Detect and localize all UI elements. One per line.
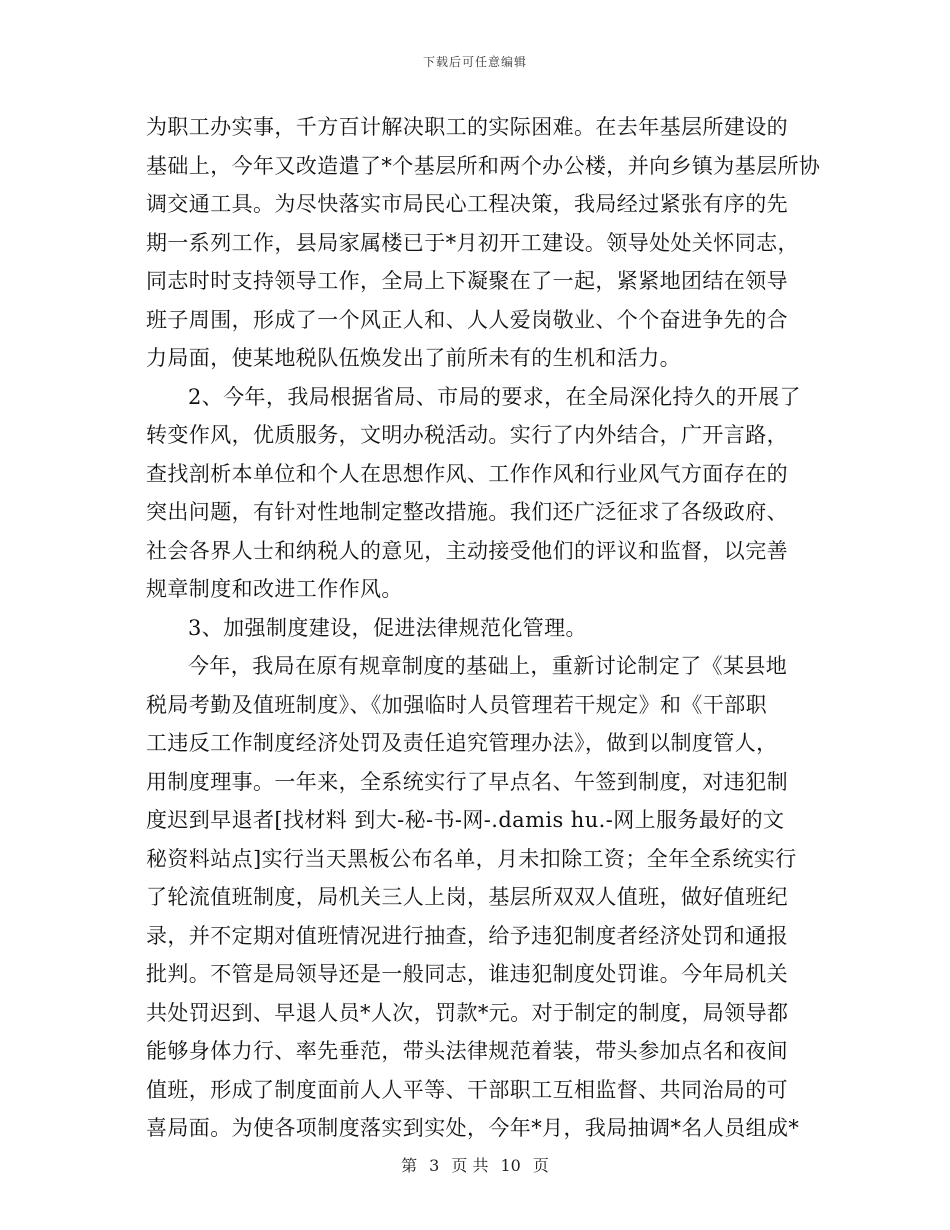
body-line: 录，并不定期对值班情况进行抽查，给予违犯制度者经济处罚和通报 — [146, 923, 788, 948]
body-line: 基础上，今年又改造遣了*个基层所和两个办公楼，并向乡镇为基层所协 — [146, 153, 821, 178]
body-line: 秘资料站点]实行当天黑板公布名单，月未扣除工资；全年全系统实行 — [146, 846, 797, 871]
body-line: 批判。不管是局领导还是一般同志，谁违犯制度处罚谁。今年局机关 — [146, 962, 788, 986]
body-line: 同志时时支持领导工作，全局上下凝聚在了一起，紧紧地团结在领导 — [146, 269, 788, 293]
body-line: 为职工办实事，千方百计解决职工的实际困难。在去年基层所建设的 — [146, 115, 788, 139]
total-pages: 10 — [500, 1156, 521, 1175]
body-line: 喜局面。为使各项制度落实到实处，今年*月，我局抽调*名人员组成* — [146, 1116, 800, 1140]
body-line: 度迟到早退者[找材料 到大-秘-书-网-.damis hu.-网上服务最好的文 — [146, 808, 785, 832]
section-heading: 3、加强制度建设，促进法律规范化管理。 — [188, 615, 587, 640]
page-label-suffix: 页 — [532, 1156, 549, 1175]
page-header: 下载后可任意编辑 — [422, 55, 527, 69]
body-line: 突出问题，有针对性地制定整改措施。我们还广泛征求了各级政府、 — [146, 500, 788, 524]
body-line: 了轮流值班制度，局机关三人上岗，基层所双双人值班，做好值班纪 — [146, 885, 788, 909]
page-label-prefix: 第 — [401, 1156, 418, 1175]
page-number: 3 — [429, 1156, 440, 1175]
body-line: 调交通工具。为尽快落实市局民心工程决策，我局经过紧张有序的先 — [146, 192, 788, 216]
paragraph-start-line: 今年，我局在原有规章制度的基础上，重新讨论制定了《某县地 — [188, 654, 788, 678]
page-label-mid: 页 共 — [451, 1156, 489, 1175]
page-footer — [0, 1153, 950, 1176]
body-line: 查找剖析本单位和个人在思想作风、工作作风和行业风气方面存在的 — [146, 461, 788, 486]
body-line: 规章制度和改进工作作风。 — [146, 577, 403, 601]
paragraph-start-line: 2、今年，我局根据省局、市局的要求，在全局深化持久的开展了 — [188, 384, 801, 409]
body-line: 税局考勤及值班制度》、《加强临时人员管理若干规定》和《干部职 — [146, 692, 767, 717]
body-line: 用制度理事。一年来，全系统实行了早点名、午签到制度，对违犯制 — [146, 769, 788, 794]
body-line: 值班，形成了制度面前人人平等、干部职工互相监督、共同治局的可 — [146, 1077, 788, 1102]
body-line: 班子周围，形成了一个风正人和、人人爱岗敬业、个个奋进争先的合 — [146, 307, 788, 332]
body-line: 社会各界人士和纳税人的意见，主动接受他们的评议和监督，以完善 — [146, 538, 788, 563]
body-line: 共处罚迟到、早退人员*人次，罚款*元。对于制定的制度，局领导都 — [146, 1000, 789, 1025]
body-line: 能够身体力行、率先垂范，带头法律规范着装，带头参加点名和夜间 — [146, 1039, 788, 1063]
body-line: 转变作风，优质服务，文明办税活动。实行了内外结合，广开言路， — [146, 423, 788, 447]
body-line: 期一系列工作，县局家属楼已于*月初开工建设。领导处处关怀同志， — [146, 230, 799, 255]
body-line: 力局面，使某地税队伍焕发出了前所未有的生机和活力。 — [146, 346, 681, 370]
document-body — [146, 108, 821, 1148]
body-line: 工违反工作制度经济处罚及责任追究管理办法》，做到以制度管人， — [146, 731, 778, 755]
